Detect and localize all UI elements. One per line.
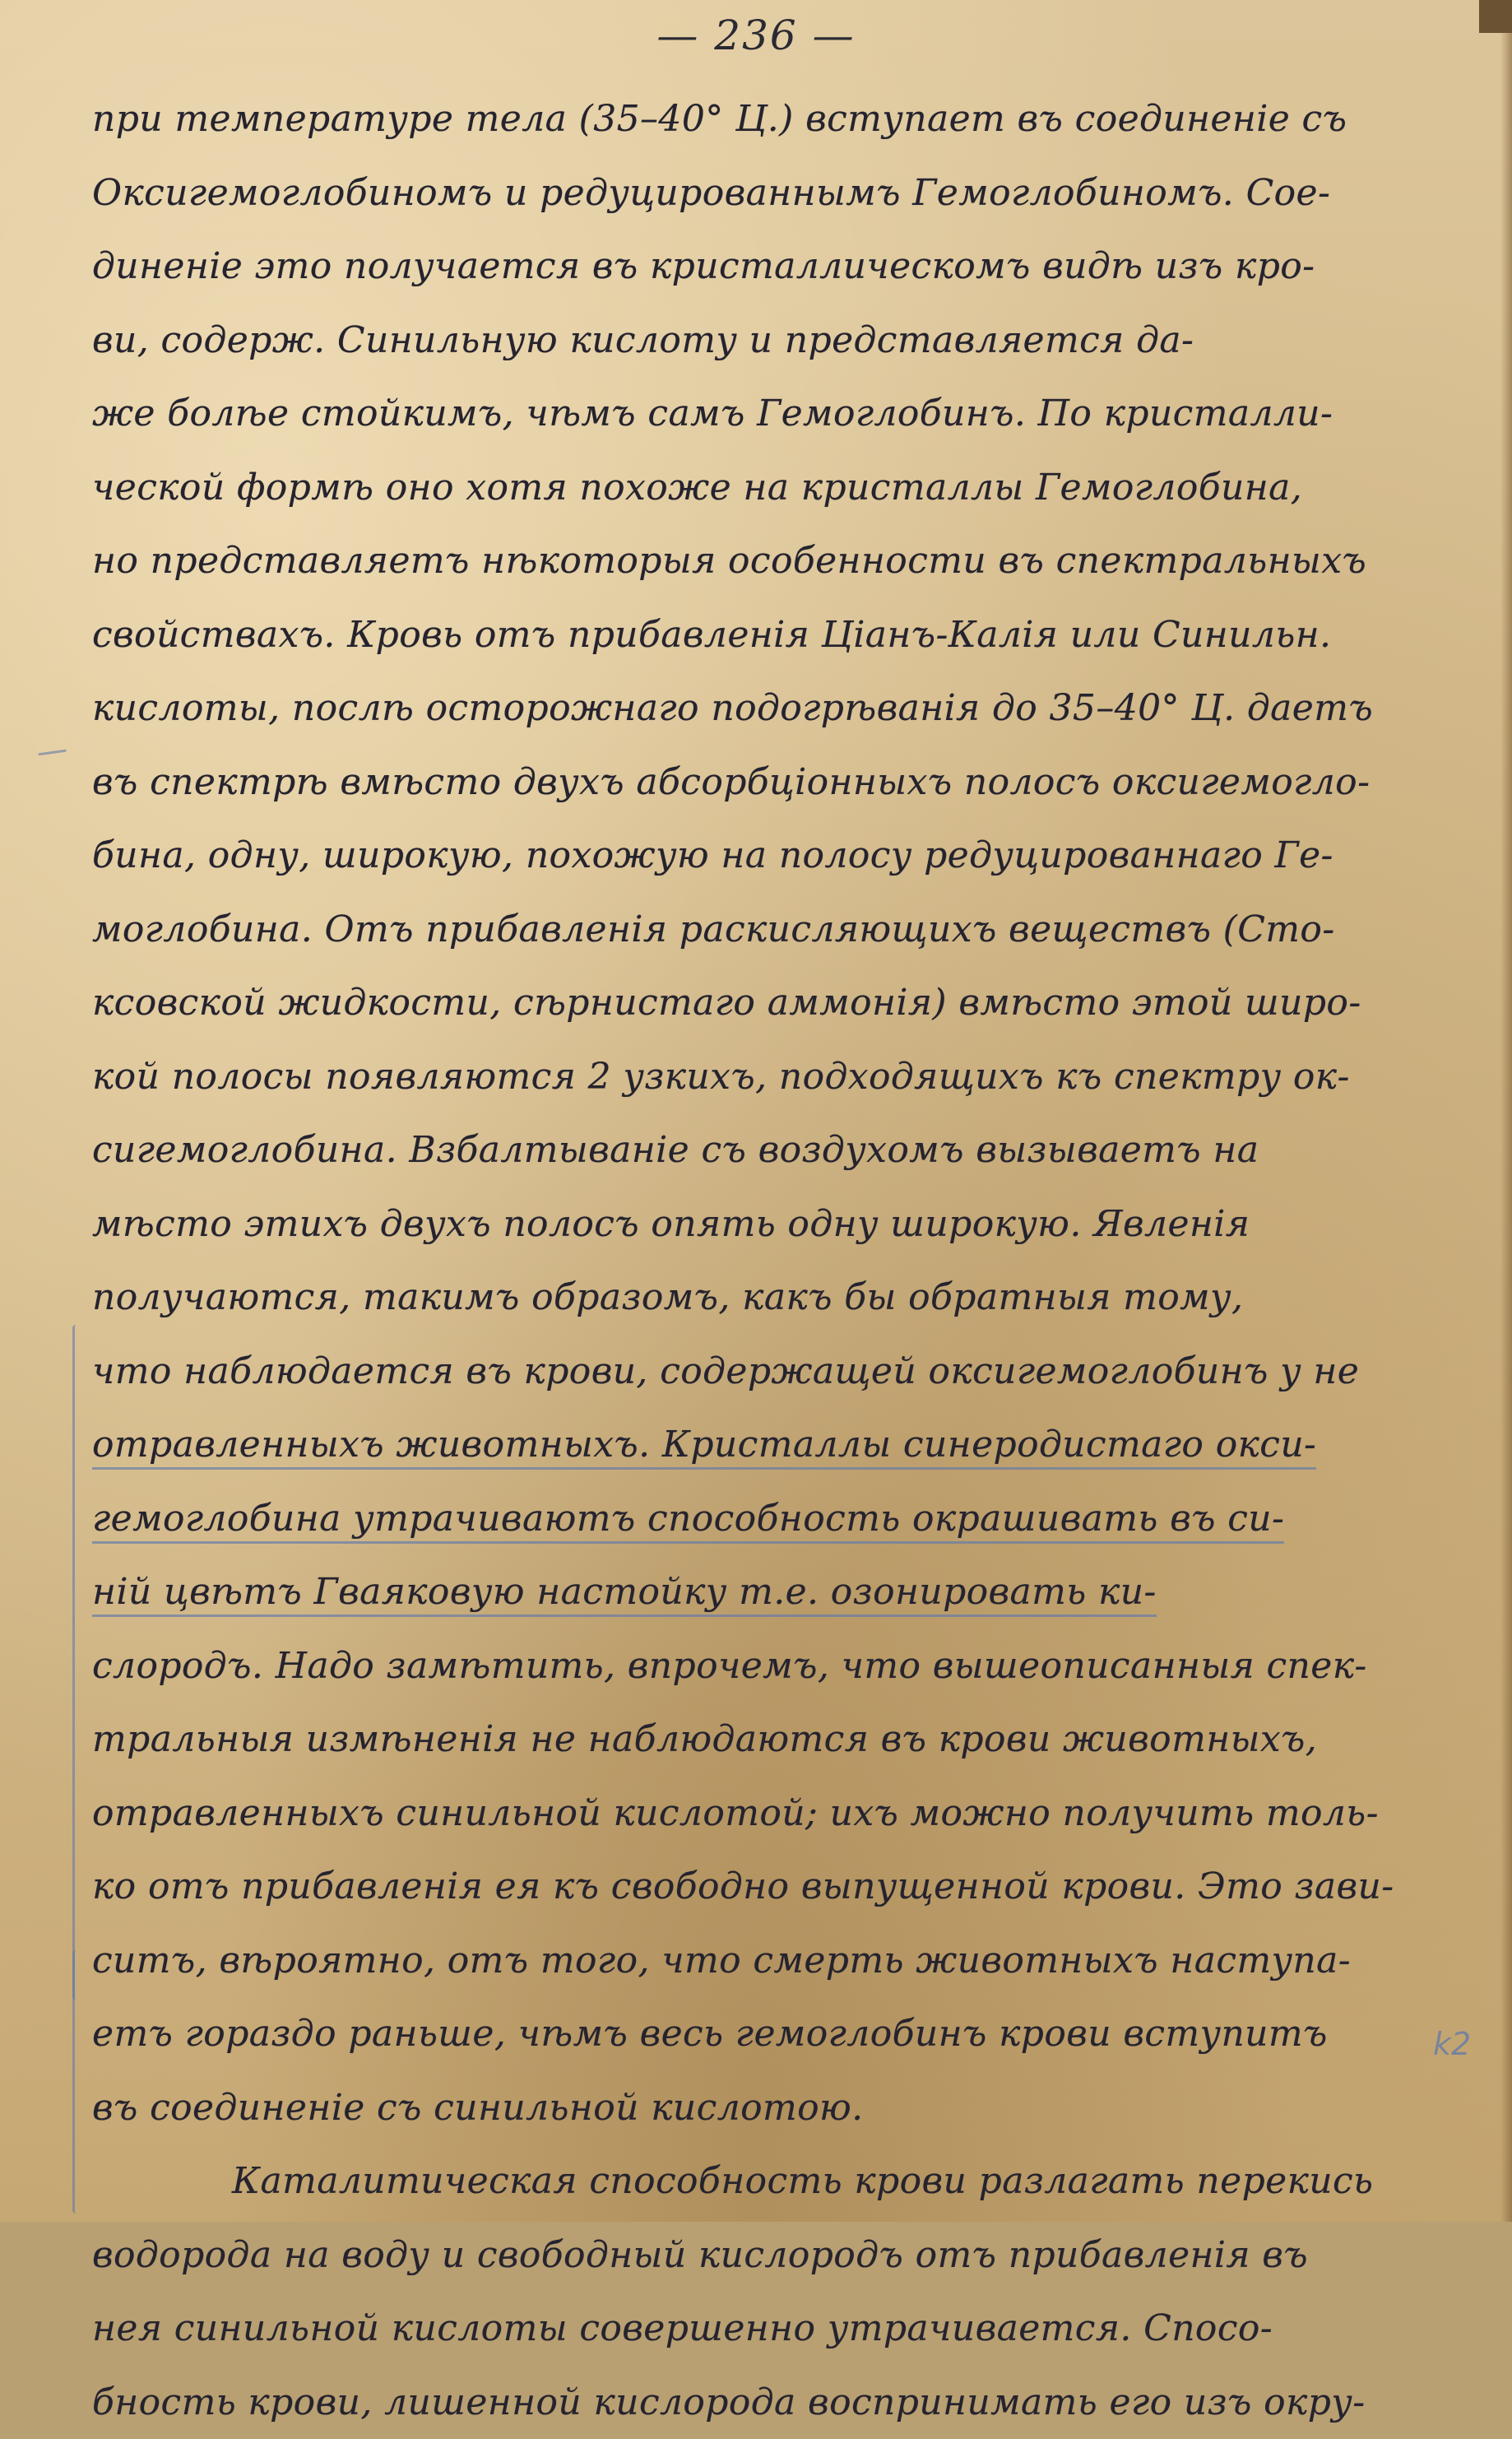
text-line: ческой формѣ оно хотя похоже на кристаллы Гемоглобина, [92,451,1408,525]
underlined-text: ній цвѣтъ Гваяковую настойку т.е. озонировать ки- [92,1571,1157,1617]
text-line: но представляетъ нѣкоторыя особенности въ спектральныхъ [92,524,1408,598]
text-line: моглобина. Отъ прибавленія раскисляющихъ веществъ (Сто- [92,893,1408,967]
text-line: бина, одну, широкую, похожую на полосу редуцированнаго Ге- [92,819,1408,893]
text-line: сигемоглобина. Взбалтываніе съ воздухомъ вызываетъ на [92,1113,1408,1187]
text-line: въ спектрѣ вмѣсто двухъ абсорбціонныхъ полосъ оксигемогло- [92,746,1408,820]
text-line: ксовской жидкости, сѣрнистаго аммонія) вмѣсто этой широ- [92,966,1408,1040]
text-line: получаются, такимъ образомъ, какъ бы обратныя тому, [92,1261,1408,1335]
text-line: слородъ. Надо замѣтить, впрочемъ, что вышеописанныя спек- [92,1629,1408,1703]
text-line-paragraph-start: Каталитическая способность крови разлагать перекись [92,2144,1408,2218]
text-line [92,1482,1408,1556]
underlined-text: гемоглобина утрачиваютъ способность окрашивать въ си- [92,1498,1284,1544]
text-line: при температуре тела (35–40° Ц.) вступает въ соединеніе съ [92,82,1408,156]
page-edge-shadow [1500,0,1512,2222]
text-line [92,1408,1408,1482]
text-line: кислоты, послѣ осторожнаго подогрѣванія до 35–40° Ц. даетъ [92,671,1408,746]
underlined-text: отравленныхъ животныхъ. Кристаллы синеродистаго окси- [92,1424,1316,1470]
text-line: тральныя измѣненія не наблюдаются въ крови животныхъ, [92,1703,1408,1777]
text-line: водорода на воду и свободный кислородъ отъ прибавленія въ [92,2218,1408,2293]
text-line: отравленныхъ синильной кислотой; ихъ можно получить толь- [92,1777,1408,1851]
text-line: въ соединеніе съ синильной кислотою. [92,2071,1408,2145]
text-line: диненіе это получается въ кристаллическомъ видѣ изъ кро- [92,230,1408,304]
text-line: мѣсто этихъ двухъ полосъ опять одну широкую. Явленія [92,1187,1408,1261]
text-line: кой полосы появляются 2 узкихъ, подходящихъ къ спектру ок- [92,1040,1408,1114]
text-line [92,1555,1408,1629]
text-line: Оксигемоглобиномъ и редуцированнымъ Гемоглобиномъ. Сое- [92,156,1408,230]
text-line: свойствахъ. Кровь отъ прибавленія Ціанъ-Калія или Синильн. [92,598,1408,672]
text-line: что наблюдается въ крови, содержащей оксигемоглобинъ у не [92,1335,1408,1409]
text-line: ко отъ прибавленія ея къ свободно выпущенной крови. Это зави- [92,1850,1408,1924]
text-line: етъ гораздо раньше, чѣмъ весь гемоглобинъ крови вступитъ [92,1997,1408,2071]
text-line: ви, содерж. Синильную кислоту и представляется да- [92,304,1408,378]
margin-bracket-blue [72,1325,83,2000]
handwritten-text [92,82,1408,2439]
text-line: же болѣе стойкимъ, чѣмъ самъ Гемоглобинъ. По кристалли- [92,377,1408,451]
margin-bracket-blue-lower [72,1950,83,2214]
page-number: — 236 — [0,12,1512,59]
margin-tick-mark [37,743,66,756]
text-line: бность крови, лишенной кислорода воспринимать его изъ окру- [92,2366,1408,2439]
margin-note: k2 [1433,2026,1471,2062]
text-line: ситъ, вѣроятно, отъ того, что смерть животныхъ наступа- [92,1924,1408,1998]
text-line: нея синильной кислоты совершенно утрачивается. Спосо- [92,2292,1408,2366]
